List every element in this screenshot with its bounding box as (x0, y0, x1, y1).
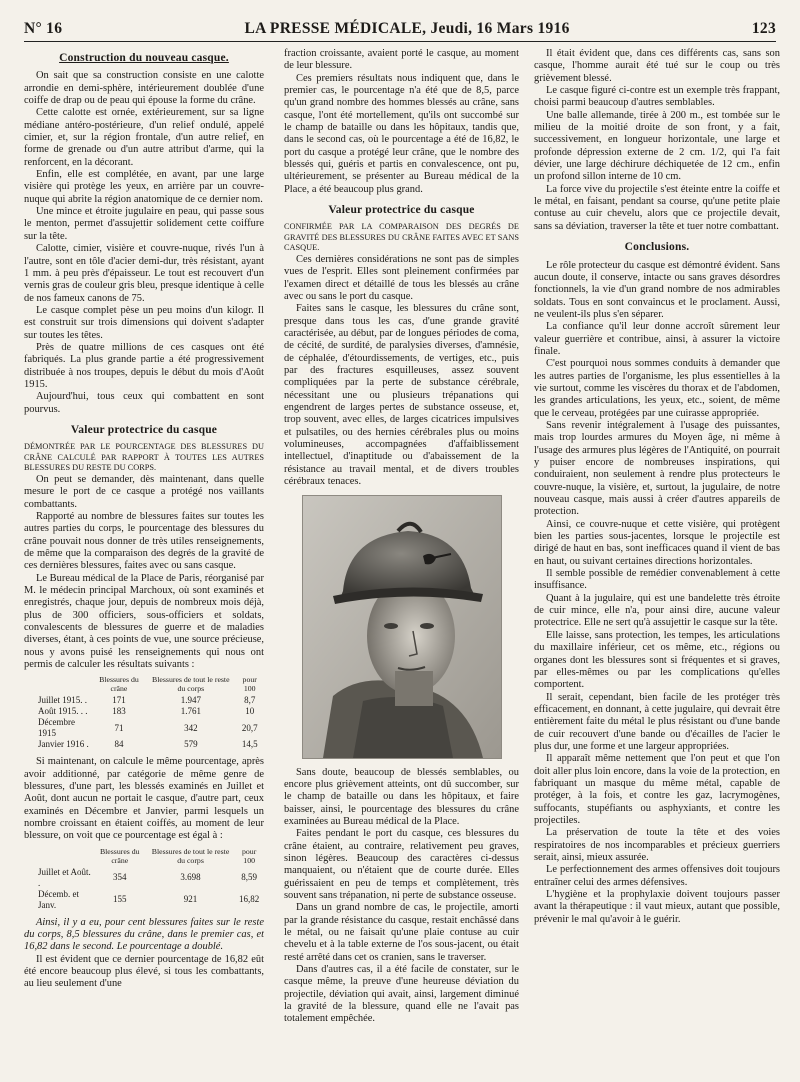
table-cell: 183 (112, 706, 126, 717)
table-row (24, 739, 264, 750)
paragraph: Ces dernières considérations ne sont pas de simples vues de l'esprit. Elles sont pleinement confirmées par l'examen direct et détaillé de tous les blessés au crâne avec ou sans le port du casque. (284, 253, 519, 302)
paragraph: Une balle allemande, tirée à 200 m., est tombée sur le milieu de la moitié droite de son front, y a fait, successivement, en longueur horizontale, une large et profonde dépression externe de 2 cm. 1/2, qui l'a fait dévier, une large déchirure déchiquetée de 12 cm., enfin un profond sillon interne de 10 cm. (534, 109, 780, 183)
paragraph: Sans doute, beaucoup de blessés semblables, ou encore plus grièvement atteints, ont dû succomber, sur le champ de bataille ou dans les hôpitaux, et faire baisser, ainsi, le pourcentage des blessures du crâne examinées au Bureau médical de la Place. (284, 766, 519, 827)
paragraph: Près de quatre millions de ces casques ont été fabriqués. La plus grande partie a été progressivement distribuée à nos troupes, depuis le début du mois d'Août 1915. (24, 341, 264, 390)
table-row (24, 867, 264, 889)
table-row (24, 717, 264, 739)
subheading: CONFIRMÉE PAR LA COMPARAISON DES DEGRÉS DE GRAVITÉ DES BLESSURES DU CRÂNE FAITES AVEC ET SANS CASQUE. (284, 222, 519, 253)
paragraph: Il apparaît même nettement que l'on peut et que l'on doit aller plus loin encore, dans la voie de la protection, en fabriquant un masque du même métal, capable de protéger, à la fois, et contre les gaz, lacrymogènes, suffocants, stupéfiants ou asphyxiants, et contre les projectiles. (534, 753, 780, 826)
table-cell: Décemb. et Janv. (38, 888, 79, 910)
journal-title: LA PRESSE MÉDICALE, Jeudi, 16 Mars 1916 (244, 20, 570, 37)
table-cell: Juillet et Août. . (38, 866, 91, 888)
table-cell: Décembre 1915 (38, 717, 75, 739)
heading-valeur-2: Valeur protectrice du casque (328, 204, 475, 217)
paragraph: Le casque complet pèse un peu moins d'un kilogr. Il est construit sur trois dimensions qui doivent s'adapter sur toutes les têtes. (24, 304, 264, 341)
table-header: Blessures du crâne (99, 846, 140, 865)
table-cell: 16,82 (239, 894, 260, 905)
table-cell: 1.947 (180, 695, 201, 706)
table-cell: 342 (184, 722, 198, 733)
table-cell: 921 (183, 894, 198, 905)
stats-table-2 (24, 847, 264, 911)
table-cell: 71 (114, 722, 124, 733)
paragraph: Enfin, elle est complétée, en avant, par une large visière qui protège les yeux, en arrière par un couvre-nuque qui abrite la région anatomique de ce dernier nom. (24, 169, 264, 205)
subheading: DÉMONTRÉE PAR LE POURCENTAGE DES BLESSURES DU CRÂNE CALCULÉ PAR RAPPORT À TOUTES LES AUTRES BLESSURES DU RESTE DU CORPS. (24, 442, 264, 473)
table-cell: 14,5 (241, 739, 258, 750)
paragraph: Rapporté au nombre de blessures faites sur toutes les autres parties du corps, le pourcentage des blessures du crâne pouvait nous donner de très utiles renseignements, de même que la comparaison des degrés de la gravité de ces dernières blessures, faites avec ou sans casque. (24, 510, 264, 572)
table-cell: Juillet 1915. . (38, 695, 87, 706)
heading-construction: Construction du nouveau casque. (59, 52, 229, 64)
table-cell: 10 (245, 706, 255, 717)
paragraph: Ainsi, il y a eu, pour cent blessures faites sur le reste du corps, 8,5 blessures du crâne, dans le premier cas, et 16,82 dans le second. Le pourcentage a doublé. (24, 916, 264, 953)
stats-table-1 (24, 675, 264, 750)
column-3 (534, 48, 780, 1072)
table-cell: 84 (114, 739, 124, 750)
paragraph: Le casque figuré ci-contre est un exemple très frappant, choisi parmi beaucoup d'autres semblables. (534, 85, 780, 109)
helmet-photograph (302, 495, 502, 759)
table-cell: 8,7 (244, 695, 256, 706)
table-row (24, 889, 264, 911)
page-number: 123 (751, 20, 776, 37)
paragraph: On peut se demander, dès maintenant, dans quelle mesure le port de ce casque a protégé nos vaillants combattants. (24, 473, 264, 510)
table-header (24, 847, 93, 867)
paragraph: Ainsi, ce couvre-nuque et cette visière, qui protègent bien les parties sous-jacentes, lorsque le projectile est dirigé de haut en bas, sont inefficaces quand il vient de bas en haut, ou suivant certaines directions horizontales. (534, 518, 780, 567)
heading-conclusions: Conclusions. (624, 241, 690, 254)
table-cell: 1.761 (180, 706, 201, 717)
paragraph: Une mince et étroite jugulaire en peau, qui passe sous le menton, permet d'assujettir solidement cette coiffure sur la tête. (24, 206, 264, 242)
table-cell: 354 (113, 872, 127, 883)
table-row (24, 706, 264, 717)
paragraph: Il était évident que, dans ces différents cas, sans son casque, l'homme aurait été tué sur le coup ou très grièvement blessé. (534, 48, 780, 84)
table-header: pour 100 (242, 675, 257, 694)
paragraph: Ces premiers résultats nous indiquent que, dans le premier cas, le pourcentage n'a été que de 8,5, parce qu'un grand nombre des hommes blessés au crâne, sans casque, l'ont été mortellement, qu'ils ont succombé sur le champ de bataille ou dans les hôpitaux, tandis que, dans le second cas, où le pourcentage a été de 16,82, le port du casque a protégé leur crâne, que le nombre des blessés qui, guéris et partis en convalescence, ont pu, ultérieurement, se présenter au Bureau médical de la Place, a été beaucoup plus grand. (284, 72, 519, 195)
paragraph: Le rôle protecteur du casque est démontré évident. Sans aucun doute, il conserve, intacte ou sans graves désordres fonctionnels, la vie d'un grand nombre de nos admirables soldats. Tous en sont convaincus et le proclament. Aussi, ne veulent-ils plus s'en séparer. (534, 259, 780, 320)
paragraph: La confiance qu'il leur donne accroît sûrement leur valeur guerrière et contribue, ainsi, à assurer la victoire finale. (534, 321, 780, 357)
paragraph: Aujourd'hui, tous ceux qui combattent en sont pourvus. (24, 391, 264, 415)
table-header: Blessures de tout le reste du corps (151, 846, 230, 865)
paragraph: La préservation de toute la tête et des voies respiratoires de nos incomparables et précieux guerriers serait, ainsi, mieux assurée. (534, 827, 780, 863)
paragraph: Le perfectionnement des armes offensives doit toujours entraîner celui des armes défensives. (534, 864, 780, 888)
paragraph: Elle laisse, sans protection, les tempes, les articulations du maxillaire inférieur, cet os même, etc., régions ou organes dont les blessures sont si fréquentes et si graves, par elles-mêmes ou par les complications qu'elles comportent. (534, 629, 780, 691)
table-row (24, 695, 264, 706)
paragraph: Faites pendant le port du casque, ces blessures du crâne étaient, au contraire, relativement peu graves, sinon légères. Beaucoup des caractères ci-dessus manquaient, ou n'étaient que de courte durée. Elles guérissaient en peu de temps et complètement, très souvent sans trépanation, ni perte de substance osseuse. (284, 828, 519, 901)
paragraph: fraction croissante, avaient porté le casque, au moment de leur blessure. (284, 48, 519, 72)
table-cell: 579 (184, 739, 198, 750)
table-header: Blessures du crâne (99, 675, 139, 694)
table-header: Blessures de tout le reste du corps (152, 675, 230, 694)
table-cell: 171 (112, 695, 126, 706)
paragraph: Calotte, cimier, visière et couvre-nuque, rivés l'un à l'autre, sont en tôle d'acier demi-dur, très résistant, ayant 1 mm. à peu près d'épaisseur. Le tout est recouvert d'un vernis gras de couleur gris bleu, presque identique à celle de nos fameux canons de 75. (24, 243, 264, 304)
table-cell: 20,7 (241, 722, 258, 733)
paragraph: L'hygiène et la prophylaxie doivent toujours passer avant la thérapeutique : il vaut mieux, autant que possible, prévenir le mal qu'avoir à le guérir. (534, 889, 780, 925)
paragraph: Si maintenant, on calcule le même pourcentage, après avoir additionné, par catégorie de même genre de blessures, d'une part, les blessés examinés en Juillet et Août, dont aucun ne portait le casque, d'autre part, ceux examinés en Décembre et Janvier, parmi lesquels un nombre croissant en étaient coiffés, au moment de leur blessure, on voit que ce pourcentage est égal à : (24, 756, 264, 842)
paragraph: Dans un grand nombre de cas, le projectile, amorti par la grande résistance du casque, restait enchâssé dans le métal, ou ne faisait qu'une plaie contuse au cuir chevelu et à la table externe de l'os sous-jacent, ou était resté arrêté dans cet os cranien, sans le traverser. (284, 902, 519, 963)
table-cell: 155 (113, 894, 127, 905)
paragraph: Il semble possible de remédier convenablement à cette insuffisance. (534, 568, 780, 592)
page-header (24, 16, 776, 42)
paragraph: Le Bureau médical de la Place de Paris, réorganisé par M. le médecin principal Marchoux, où sont examinés et enregistrés, chaque jour, depuis de nombreux mois déjà, plus de 300 officiers, sous-officiers et soldats, convalescents de blessures de guerre et de maladies diverses, étant, à ces points de vue, une source précieuse, nous y avons puisé les renseignements qui nous ont permis de calculer les résultats suivants : (24, 572, 264, 670)
table-header: pour 100 (242, 846, 257, 865)
paragraph: Il serait, cependant, bien facile de les protéger très efficacement, en donnant, à cette jugulaire, qui devrait être entièrement faite du métal le plus résistant ou d'une bande de cuir recouvert d'une bande ou d'écailles de l'acier le plus dur, une forme et une largeur appropriées. (534, 691, 780, 752)
table-header (24, 675, 92, 695)
soldier-with-helmet-image (303, 496, 501, 758)
table-cell: Août 1915. . . (38, 706, 88, 717)
paragraph: Dans d'autres cas, il a été facile de constater, sur le casque même, la preuve d'une heureuse déviation du projectile, déviation qui avait, ainsi, largement diminué la gravité de la blessure, quand elle ne l'avait pas totalement empêchée. (284, 964, 519, 1025)
paragraph: On sait que sa construction consiste en une calotte arrondie en demi-sphère, intérieurement doublée d'une coiffe de drap ou de peau qui épouse la forme du crâne. (24, 70, 264, 107)
table-cell: 3.698 (180, 872, 201, 883)
paragraph: Il est évident que ce dernier pourcentage de 16,82 eût été encore beaucoup plus élevé, si tous les combattants, au lieu seulement d'une (24, 953, 264, 990)
table-cell: 8,59 (241, 872, 258, 883)
column-1 (24, 48, 264, 1072)
heading-valeur-1: Valeur protectrice du casque (70, 423, 218, 436)
column-2 (284, 48, 519, 1072)
paragraph: Cette calotte est ornée, extérieurement, sur sa ligne médiane antéro-postérieure, d'un relief ondulé, appelé cimier, et, sur la région frontale, d'un autre relief, en forme de grenade ou d'un autre attribut d'arme, qui la renforcent, en la décorant. (24, 107, 264, 168)
paragraph: Faites sans le casque, les blessures du crâne sont, presque dans tous les cas, d'une grande gravité caractérisée, au début, par de longues périodes de coma, de cécité, de surdité, de paralysies diverses, d'amnésie, de céphalée, d'étourdissements, de vertiges, etc., puis par des fractures esquilleuses, assez souvent compliquées par la perte de substance cérébrale, nécessitant une ou plusieurs trépanations qui engendrent de larges pertes de substance osseuse, et, trop souvent, avec elles, de larges cicatrices impulsives et pulsatiles, ou des hernies cérébrales plus ou moins volumineuses, accompagnées d'affaiblissement intellectuel, d'inaptitude ou d'abaissement de la résistance au travail mental, et de divers troubles cérébraux tenaces. (284, 303, 519, 488)
paragraph: Quant à la jugulaire, qui est une bandelette très étroite de cuir mince, elle n'a, pour ainsi dire, aucune valeur protectrice. Elle ne sert qu'à assujettir le casque sur la tête. (534, 592, 780, 629)
paragraph: La force vive du projectile s'est éteinte entre la coiffe et le métal, en faisant, pendant sa course, qu'une petite plaie contuse au cuir chevelu, alors que ce projectile devait, sans sa déviation, traverser la tête et tuer notre combattant. (534, 183, 780, 232)
paragraph: Sans revenir intégralement à l'usage des puissantes, mais trop lourdes armures du Moyen âge, ni même à l'usage des armures plus légères de l'Antiquité, on pourrait y puiser encore de nombreuses inspirations, qui conduiraient, non seulement à rendre plus protecteurs le couvre-nuque, la visière, et, surtout, la jugulaire, de notre nouveau casque, mais aussi à créer d'autres appareils de protection. (534, 419, 780, 518)
issue-number: N° 16 (24, 20, 63, 37)
paragraph: C'est pourquoi nous sommes conduits à demander que les autres parties de l'organisme, les plus essentielles à la vie surtout, comme les viscères du thorax et de l'abdomen, les grandes articulations, les yeux, etc., soient, de même que le cerveau, protégées par une cuirasse appropriée. (534, 358, 780, 419)
table-cell: Janvier 1916 . (38, 739, 89, 750)
